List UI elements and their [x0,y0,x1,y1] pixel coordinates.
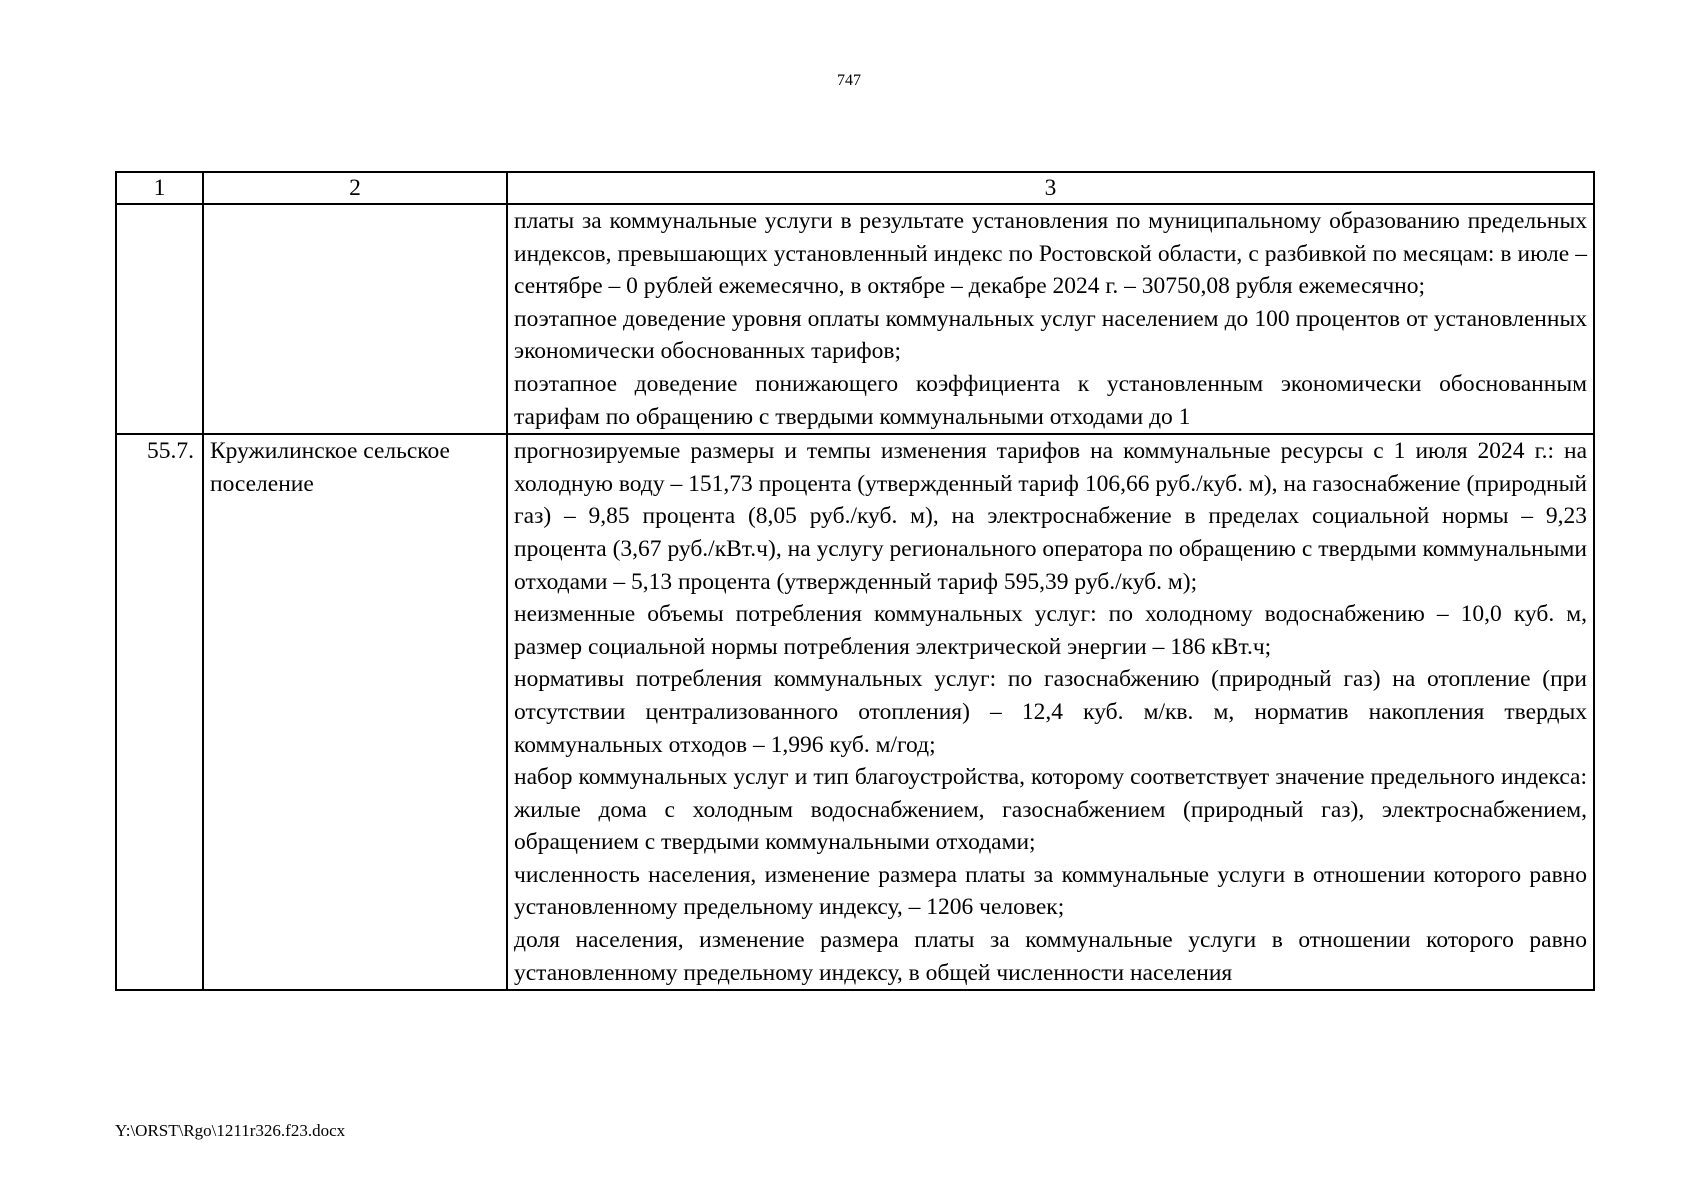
tariff-table [115,171,1595,991]
header-col-2: 2 [203,172,507,204]
content-paragraph: доля населения, изменение размера платы за коммунальные услуги в отношении которого равно установленному предельному индексу, в общей численности населения [514,927,1587,986]
content-paragraph: неизменные объемы потребления коммунальных услуг: по холодному водоснабжению – 10,0 куб. м, размер социальной нормы потребления электрической энергии – 186 кВт.ч; [514,601,1587,660]
settlement-name-cell: Кружилинское сельское поселение [203,434,507,990]
content-paragraph: поэтапное доведение уровня оплаты коммунальных услуг населением до 100 процентов от установленных экономически обоснованных тарифов; [514,305,1587,365]
table-row-55-7 [116,434,1594,990]
header-col-1: 1 [116,172,203,204]
row-number-cell [116,204,203,434]
content-paragraph: поэтапное доведение понижающего коэффициента к установленным экономически обоснованным тарифам по обращению с твердыми коммунальными отходами до 1 [514,370,1587,430]
settlement-name-cell [203,204,507,434]
table-header-row [116,172,1594,204]
content-paragraph: прогнозируемые размеры и темпы изменения тарифов на коммунальные ресурсы с 1 июля 2024 г.: на холодную воду – 151,73 процента (утвержденный тариф 106,66 руб./куб. м), на газоснабжение (природный газ) – 9,85 процента (8,05 руб./куб. м), на электроснабжение в пределах социальной нормы – 9,23 процента (3,67 руб./кВт.ч), на услугу регионального оператора по обращению с твердыми коммунальными отходами – 5,13 процента (утвержденный тариф 595,39 руб./куб. м); [514,438,1587,595]
content-paragraph: платы за коммунальные услуги в результате установления по муниципальному образованию предельных индексов, превышающих установленный индекс по Ростовской области, с разбивкой по месяцам: в июле – сентябре – 0 рублей ежемесячно, в октябре – декабре 2024 г. – 30750,08 рубля ежемесячно; [514,208,1587,300]
content-paragraph: численность населения, изменение размера платы за коммунальные услуги в отношении которого равно установленному предельному индексу, – 1206 человек; [514,861,1587,921]
content-paragraph: набор коммунальных услуг и тип благоустройства, которому соответствует значение предельного индекса: жилые дома с холодным водоснабжением, газоснабжением (природный газ), электроснабжением, обращением с твердыми коммунальными отходами; [514,764,1587,856]
header-col-3: 3 [507,172,1594,204]
page-number: 747 [837,72,861,89]
content-cell [507,434,1594,990]
row-number-cell: 55.7. [116,434,203,990]
footer-file-path: Y:\ORST\Rgo\1211r326.f23.docx [115,1121,346,1140]
content-paragraph: нормативы потребления коммунальных услуг: по газоснабжению (природный газ) на отопление (при отсутствии централизованного отопления) – 12,4 куб. м/кв. м, норматив накопления твердых коммунальных отходов – 1,996 куб. м/год; [514,666,1587,758]
table-row-continuation [116,204,1594,434]
content-cell [507,204,1594,434]
